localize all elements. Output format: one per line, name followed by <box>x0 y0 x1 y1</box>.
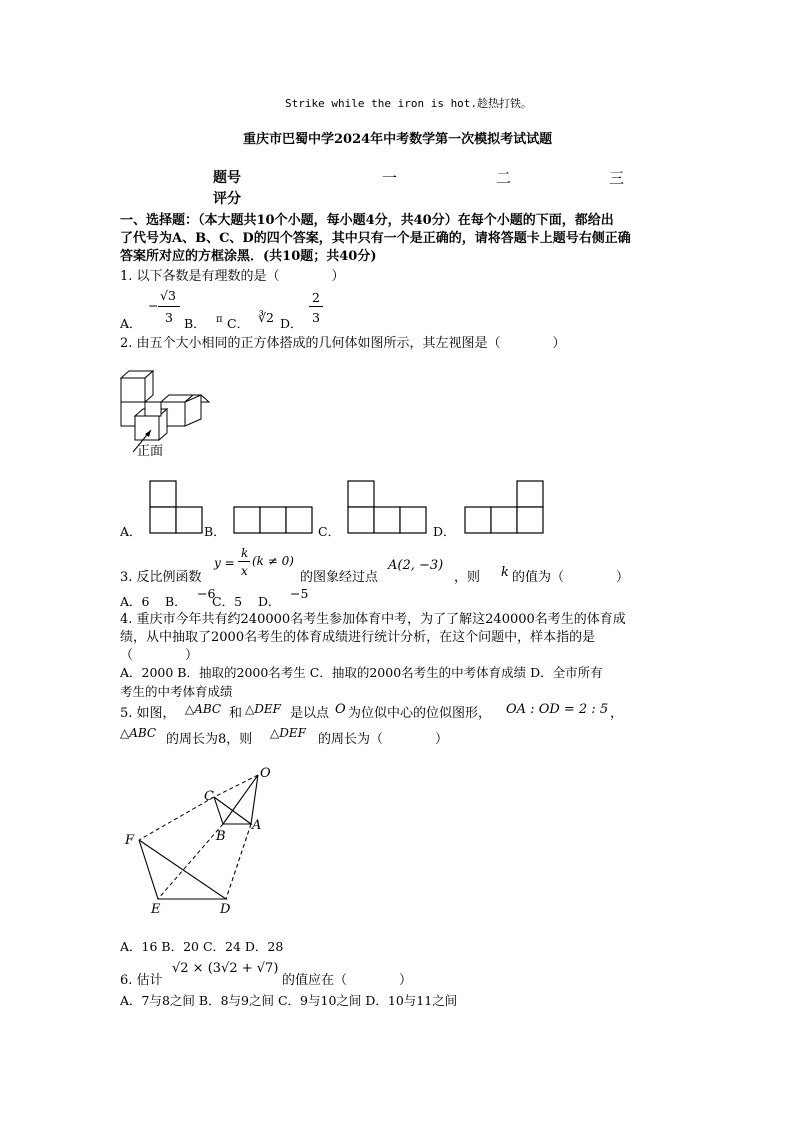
q3-point: A(2, −3) <box>388 558 444 573</box>
fig-label-a: A <box>252 818 262 833</box>
table-col-3: 三 <box>609 169 625 187</box>
q1-option-a-sign: − <box>148 298 159 313</box>
fig-label-c: C <box>204 789 214 804</box>
question-4-line3: （ ） <box>120 648 199 663</box>
q5-prefix: 5. 如图， <box>120 706 176 721</box>
q3-formula-condition: (k ≠ 0) <box>252 554 294 568</box>
page-title: 重庆市巴蜀中学2024年中考数学第一次模拟考试试题 <box>243 132 553 147</box>
q5-triangle-def: △DEF <box>245 702 281 716</box>
q1-option-b-value: π <box>216 314 223 325</box>
q3-suffix: 的值为（ ） <box>512 570 630 585</box>
q3-option-c: C．5 <box>212 594 243 609</box>
front-view-label: 正面 <box>137 444 164 459</box>
fig-label-o: O <box>260 766 271 781</box>
fig-label-e: E <box>151 902 161 917</box>
q1-option-d-label: D． <box>280 316 303 331</box>
q5-point-o: O <box>335 702 346 717</box>
q6-prefix: 6. 估计 <box>120 973 163 988</box>
q3-option-d-label: D． <box>258 594 281 609</box>
q3-mid-text: 的图象经过点 <box>300 570 379 585</box>
section-heading-line3: 答案所对应的方框涂黑．(共10题；共40分) <box>120 249 377 264</box>
q5-line2-suffix: 的周长为（ ） <box>318 732 449 747</box>
question-6-stem <box>120 955 680 989</box>
q5-mid: 是以点 <box>290 706 330 721</box>
question-4-options-line2: 考生的中考体育成绩 <box>120 684 233 699</box>
q1-option-a-label: A． <box>120 316 142 331</box>
q3-option-b-value: −6 <box>197 586 216 601</box>
q1-option-a-bar <box>158 306 180 307</box>
header-motto: Strike while the iron is hot.趁热打铁。 <box>285 97 533 110</box>
question-4-line2: 绩，从中抽取了2000名考生的体育成绩进行统计分析，在这个问题中，样本指的是 <box>120 630 596 645</box>
question-2-stem: 2. 由五个大小相同的正方体搭成的几何体如图所示，其左视图是（ ） <box>120 336 566 351</box>
question-4-line1: 4. 重庆市今年共有约240000名考生参加体育中考，为了了解这240000名考生的体育成 <box>120 612 626 627</box>
q5-line2-mid: 的周长为8，则 <box>166 732 253 747</box>
table-score-label: 评分 <box>213 191 241 207</box>
fig-label-f: F <box>125 833 135 848</box>
question-3-options <box>120 583 420 609</box>
question-1-options <box>120 287 420 331</box>
q5-triangle-abc: △ABC <box>185 702 222 716</box>
question-5-line1 <box>120 700 680 722</box>
q3-prefix: 3. 反比例函数 <box>120 570 202 585</box>
q3-formula-x: x <box>241 564 248 578</box>
q1-option-c-label: C． <box>227 316 250 331</box>
q5-and: 和 <box>229 706 243 721</box>
q3-option-a: A．6 <box>120 594 150 609</box>
table-col-2: 二 <box>496 169 512 187</box>
question-1-stem: 1. 以下各数是有理数的是（ ） <box>120 269 345 284</box>
q3-k: k <box>501 565 509 580</box>
q1-option-d-bar <box>309 306 323 307</box>
question-6-options: A．7与8之间 B．8与9之间 C．9与10之间 D．10与11之间 <box>120 993 458 1008</box>
q1-option-c-value: ∛2 <box>258 310 274 325</box>
q3-option-d-value: −5 <box>290 586 309 601</box>
section-heading-line1: 一、选择题：（本大题共10个小题，每小题4分，共40分）在每个小题的下面，都给出 <box>120 213 614 228</box>
question-2-cube-figure <box>115 368 215 463</box>
question-5-line2 <box>120 724 680 746</box>
q5-comma: ， <box>610 706 624 721</box>
question-5-homothety-figure <box>118 762 283 922</box>
q2-option-d-label: D． <box>433 524 456 539</box>
q5-mid2: 为位似中心的位似图形， <box>348 706 492 721</box>
q3-comma: ，则 <box>454 570 481 585</box>
q2-option-a-figure[interactable] <box>148 480 204 534</box>
fig-label-b: B <box>216 829 226 844</box>
q5-line2-triangle-abc: △ABC <box>120 726 157 740</box>
q3-formula-k: k <box>241 546 249 560</box>
q2-option-b-figure[interactable] <box>232 505 316 535</box>
q1-option-d-den: 3 <box>312 310 320 325</box>
q1-option-d-num: 2 <box>312 290 320 305</box>
table-header-label: 题号 <box>213 170 241 186</box>
q2-option-a-label: A． <box>120 524 142 539</box>
q2-option-b-label: B． <box>204 524 226 539</box>
question-4-options-line1: A．2000 B．抽取的2000名考生 C．抽取的2000名考生的中考体育成绩 D．全市所有 <box>120 665 603 680</box>
q6-expression: √2 × (3√2 + √7) <box>172 961 279 976</box>
q2-option-c-label: C． <box>318 524 341 539</box>
section-heading-line2: 了代号为A、B、C、D的四个答案，其中只有一个是正确的，请将答题卡上题号右侧正确 <box>120 231 631 246</box>
q6-suffix: 的值应在（ ） <box>282 973 413 988</box>
q3-option-b-label: B． <box>165 594 187 609</box>
question-5-options: A．16 B．20 C．24 D．28 <box>120 939 284 954</box>
table-col-1: 一 <box>382 169 398 187</box>
q1-option-a-num: √3 <box>160 288 176 303</box>
q3-formula-y: y = <box>214 556 235 570</box>
q1-option-b-label: B． <box>184 316 206 331</box>
fig-label-d: D <box>220 902 231 917</box>
q2-option-d-figure[interactable] <box>461 480 547 534</box>
q2-option-c-figure[interactable] <box>346 480 430 534</box>
q5-line2-triangle-def: △DEF <box>270 726 306 740</box>
q1-option-a-den: 3 <box>165 310 173 325</box>
q5-ratio: OA : OD = 2 : 5 <box>506 702 609 717</box>
